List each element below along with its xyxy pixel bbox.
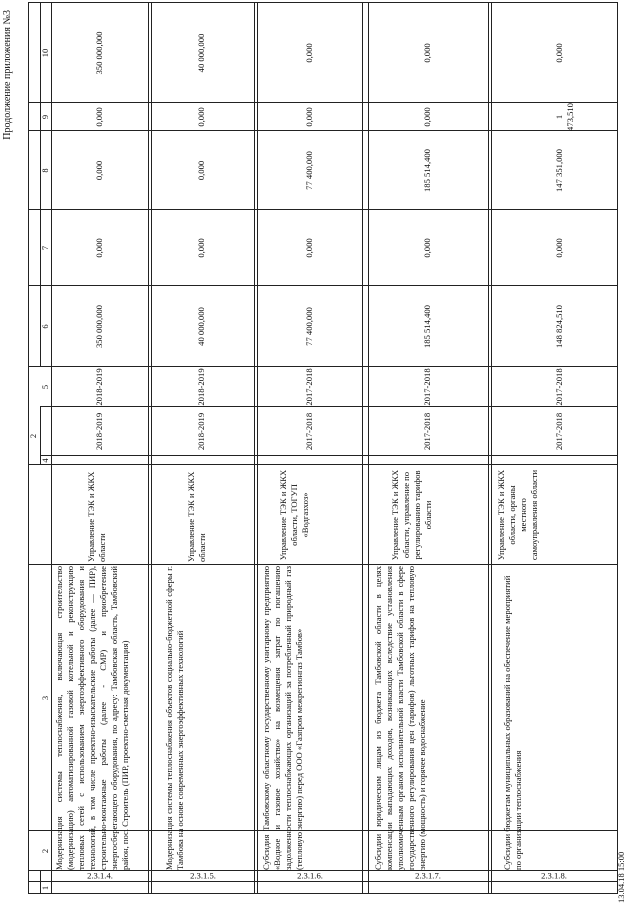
row-col10: 350 000,000 — [94, 31, 104, 75]
row-col10: 0,000 — [422, 43, 432, 63]
row-col6: 185 514,400 — [422, 305, 432, 348]
header-col-4: 4 — [40, 458, 50, 463]
row-description: Модернизация системы теплоснабжения, включающая строительство (модернизацию) автоматизированной газовой котельной и реконструкцию тепловых сетей с использованием энергоэффективного оборудования и технологий, в том числе проектно-изыскательские работы (далее — ПИР), строительно-монтажные работы (далее - СМР) и приобретение энергосберегающего оборудования, по адресу: Тамбовская область, Тамбовский район, пос. Строитель (ПИР, проектно-сметная документация) — [54, 566, 130, 870]
row-description: Субсидия Тамбовскому областному государственному унитарному предприятию «Водное и газовое хозяйство» на возмещения затрат по погашению задолженности теплоснабжающих организаций за потребленный природный газ (тепловую энергию) перед ООО «Газпром межрегионгаз Тамбов» — [261, 566, 304, 870]
row-col8: 77 400,000 — [304, 151, 314, 190]
row-period-end: 2018-2019 — [94, 368, 104, 406]
row-number-cell — [491, 871, 617, 882]
row-number-cell — [51, 871, 148, 882]
row-period-start: 2017-2018 — [304, 412, 314, 451]
row-col6: 350 000,000 — [94, 305, 104, 348]
row-period-start: 2018-2019 — [196, 412, 206, 451]
continuation-note: Продолжение приложения №3 — [2, 10, 13, 140]
row-period-end: 2017-2018 — [554, 368, 564, 406]
row-col8: 185 514,400 — [422, 149, 432, 192]
row-number: 2.3.1.7. — [415, 871, 441, 881]
row-col6: 77 400,000 — [304, 307, 314, 346]
header-col-8: 8 — [40, 168, 50, 173]
row-col6: 40 000,000 — [196, 307, 206, 346]
program-table — [28, 2, 618, 894]
row-description: Модернизация системы теплоснабжения объектов социально-бюджетной сферы г. Тамбова на основе современных энергоэффективных технологий — [164, 566, 185, 870]
row-period-start: 2017-2018 — [554, 412, 564, 451]
row-period-end: 2017-2018 — [304, 368, 314, 406]
row-col10: 40 000,000 — [196, 33, 206, 73]
row-period-end: 2017-2018 — [422, 368, 432, 406]
row-executor: Управление ТЭК и ЖКХ области — [86, 471, 107, 562]
row-period-end: 2018-2019 — [196, 368, 206, 406]
row-col7: 0,000 — [196, 238, 206, 258]
header-col-1: 1 — [40, 885, 50, 891]
row-col10: 0,000 — [554, 43, 564, 63]
row-number: 2.3.1.6. — [296, 871, 323, 881]
row-executor: Управление ТЭК и ЖКХ области, органы местного самоуправления области — [496, 469, 539, 561]
row-number-cell — [257, 871, 362, 882]
row-executor: Управление ТЭК и ЖКХ области, управление по регулированию тарифов области — [390, 469, 433, 561]
row-col6: 148 824,510 — [554, 305, 564, 348]
header-col-7: 7 — [40, 245, 50, 251]
header-col-5: 5 — [40, 384, 50, 390]
row-description: Субсидии бюджетам муниципальных образований на обеспечение мероприятий по организации теплоснабжения — [502, 575, 523, 870]
header-group-label: 2 — [28, 433, 38, 439]
row-col10: 0,000 — [304, 43, 314, 63]
row-executor: Управление ТЭК и ЖКХ области — [186, 471, 207, 562]
row-col8: 0,000 — [94, 160, 104, 181]
row-executor: Управление ТЭК и ЖКХ области, ТОГУП «Водгазхоз» — [278, 469, 310, 561]
header-col-2: 2 — [40, 848, 50, 854]
print-timestamp: 13.04.18 15:00 — [616, 851, 626, 903]
row-col9: 0,000 — [94, 107, 104, 127]
row-col7: 0,000 — [304, 238, 314, 258]
row-col9: 0,000 — [196, 107, 206, 127]
row-col7: 0,000 — [94, 238, 104, 258]
header-col-3: 3 — [40, 695, 50, 701]
header-col-10: 10 — [40, 48, 50, 58]
row-period-start: 2017-2018 — [422, 412, 432, 451]
row-col7: 0,000 — [554, 238, 564, 258]
row-number: 2.3.1.8. — [541, 871, 567, 881]
row-number-cell — [368, 871, 488, 882]
row-col8: 147 351,000 — [554, 149, 564, 192]
row-number: 2.3.1.5. — [189, 871, 216, 881]
row-number-cell — [151, 871, 254, 882]
row-col7: 0,000 — [422, 238, 432, 258]
row-description: Субсидии юридическим лицам из бюджета Тамбовской области в целях компенсации выпадающих доходов, возникающих вследствие установления уполномоченным органом исполнительной власти Тамбовской области в сфере государственного регулирования цен (тарифов) льготных тарифов на тепловую энергию (мощность) и горячее водоснабжение — [373, 566, 427, 870]
header-col-6: 6 — [40, 324, 50, 329]
row-col9: 0,000 — [304, 107, 314, 127]
row-col9: 1 473,510 — [554, 103, 575, 131]
row-col8: 0,000 — [196, 160, 206, 181]
row-number: 2.3.1.4. — [86, 871, 113, 881]
row-col9: 0,000 — [422, 107, 432, 127]
row-period-start: 2018-2019 — [94, 412, 104, 451]
header-col-9: 9 — [40, 114, 50, 120]
